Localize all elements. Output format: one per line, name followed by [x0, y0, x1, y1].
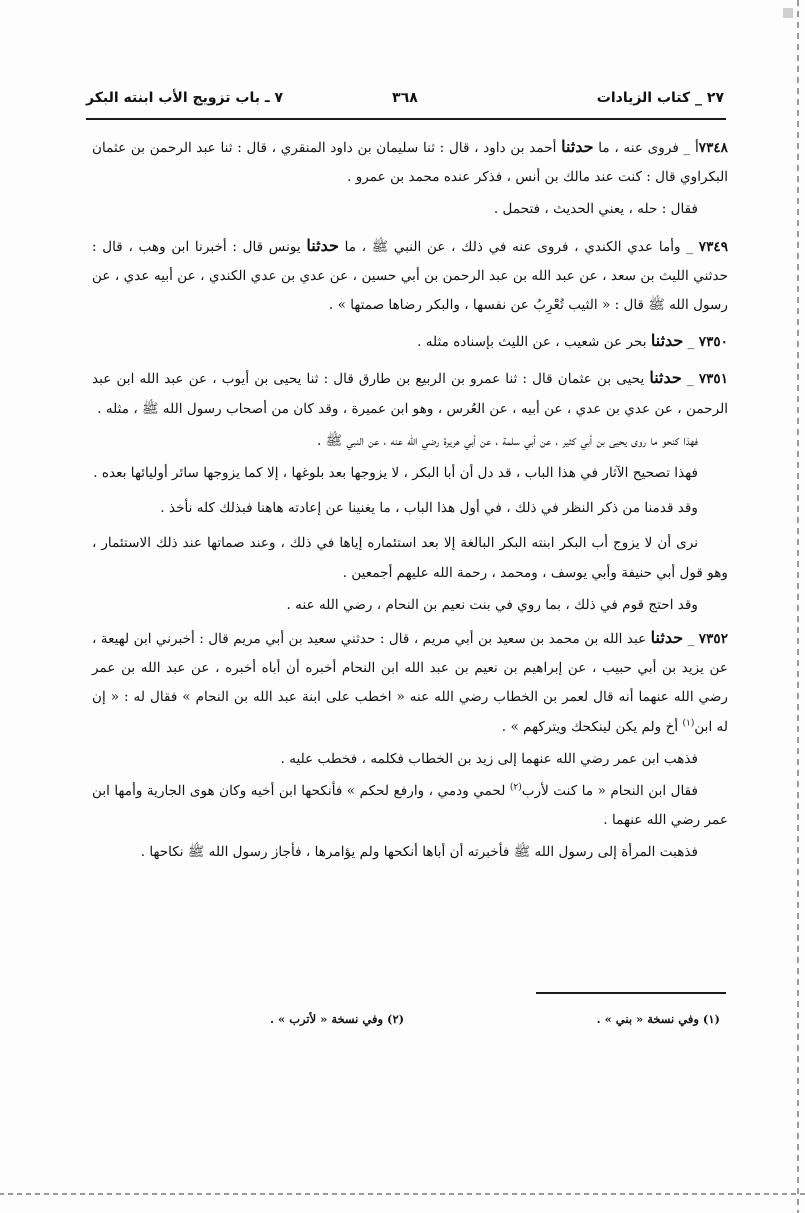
- hadith-7348: ٧٣٤٨أ _ فروى عنه ، ما حدثنا أحمد بن داود ، قال : ثنا سليمان بن داود المنقري ، قال : ثنا عبد الرحمن بن عثمان البكراوي قال : كنت عند مالك بن أنس ، فذكر عنده محمد بن عمرو .: [92, 137, 728, 186]
- page-edge-right: [797, 0, 799, 1213]
- footnote-ref-2: (٢): [509, 782, 522, 793]
- comment-paragraph: فهذا تصحيح الآثار في هذا الباب ، قد دل أن أبا البكر ، لا يزوجها بعد بلوغها ، إلا كما يزوجها سائر أوليائها بعده .: [93, 465, 698, 482]
- hadith-7349: ٧٣٤٩ _ وأما عدي الكندي ، فروى عنه في ذلك ، عن النبي ﷺ ، ما حدثنا يونس قال : أخبرنا ابن وهب ، قال : حدثني الليث بن سعد ، عن عبد الله بن عبد الرحمن بن أبي حسين ، عن عدي بن عدي الكندي ، عن أبيه عدي ، عن رسول الله ﷺ قال : « الثيب تُعْرِبُ عن نفسها ، والبكر رضاها صمتها » .: [92, 235, 729, 314]
- footnote-ref-1: (١): [682, 718, 695, 729]
- footnote-2: (٢) وفي نسخة « لأترب » .: [270, 1012, 405, 1026]
- footnotes: [270, 1012, 720, 1034]
- running-header: [86, 88, 724, 114]
- comment-paragraph: فقال ابن النحام « ما كنت لأرب$^{(٢)}$ لحمي ودمي ، وارفع لحكم » فأنكحها ابن أخيه وكان هوى الجارية وأمها ابن عمر رضي الله عنهما .: [92, 782, 728, 829]
- comment-paragraph: وقد قدمنا من ذكر النظر في ذلك ، في أول هذا الباب ، ما يغنينا عن إعادته هاهنا فبذلك كله نأخذ .: [160, 500, 698, 517]
- hadith-7352: ٧٣٥٢ _ حدثنا عبد الله بن محمد بن سعيد بن أبي مريم ، قال : حدثني سعيد بن أبي مريم قال : أخبرني ابن لهيعة ، عن يزيد بن أبي حبيب ، عن إبراهيم بن نعيم بن عبد الله ابن النحام أخبره أن أباه أخبره ، عن عبد الله بن عمر رضي الله عنهما أنه قال لعمر بن الخطاب رضي الله عنه « اخطب على ابنة عبد الله بن النحام » فقال له : « إن له ابن$^{(١)}$ أخ ولم يكن لينكحك ويتركهم » .: [92, 628, 729, 735]
- header-rule: [86, 118, 726, 120]
- footnote-rule: [536, 992, 726, 994]
- comment-paragraph: فذهب ابن عمر رضي الله عنهما إلى زيد بن الخطاب فكلمه ، فخطب عليه .: [280, 750, 698, 767]
- comment-paragraph: نرى أن لا يزوج أب البكر ابنته البكر البالغة إلا بعد استئماره إياها في ذلك ، وعند صماتها عند ذلك الاستئمار ، وهو قول أبي حنيفة وأبي يوسف ، ومحمد ، رحمة الله عليهم أجمعين .: [92, 535, 728, 581]
- comment-paragraph: فذهبت المرأة إلى رسول الله ﷺ فأخبرته أن أباها أنكحها ولم يؤامرها ، فأجاز رسول الله ﷺ نكاحها .: [140, 844, 698, 861]
- page-number: ٣٦٨: [392, 90, 418, 106]
- comment-paragraph: فقال : حله ، يعني الحديث ، فتحمل .: [493, 201, 698, 218]
- body-text: [92, 132, 728, 871]
- chapter-title: ٢٧ _ كتاب الزيادات: [596, 90, 724, 106]
- page-edge-bottom: [0, 1193, 805, 1195]
- comment-paragraph: وقد احتج قوم في ذلك ، بما روي في بنت نعيم بن النحام ، رضي الله عنه .: [286, 596, 698, 613]
- hadith-7351: ٧٣٥١ _ حدثنا يحيى بن عثمان قال : ثنا عمرو بن الربيع بن طارق قال : ثنا يحيى بن أيوب ، عن عبد الله ابن عبد الرحمن ، عن عدي بن عدي ، عن أبيه ، عن العُرس ، وهو ابن عميرة ، وقد كان من أصحاب رسول الله ﷺ ، مثله .: [92, 368, 729, 417]
- section-title: ٧ ـ باب تزويج الأب ابنته البكر: [86, 90, 284, 106]
- hadith-7350: ٧٣٥٠ _ حدثنا بحر عن شعيب ، عن الليث بإسناده مثله .: [417, 331, 728, 351]
- comment-paragraph: فهذا كنحو ما روى يحيى بن أبي كثير ، عن أبي سلمة ، عن أبي هريرة رضي الله عنه ، عن النبي ﷺ .: [317, 432, 698, 449]
- scan-mark: [783, 8, 793, 18]
- footnote-1: (١) وفي نسخة « بني » .: [596, 1012, 720, 1026]
